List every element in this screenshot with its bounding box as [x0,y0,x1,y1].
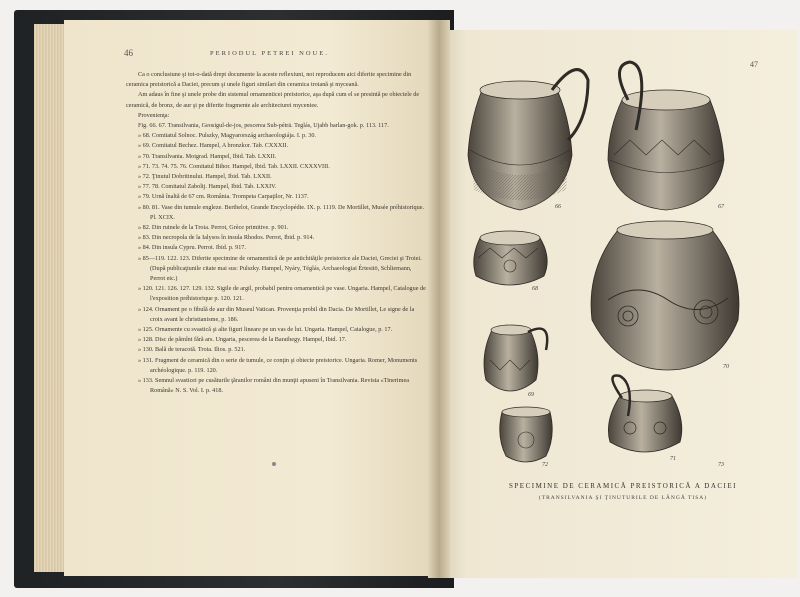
figure-label: 67 [718,204,724,210]
list-item: » 77. 78. Comitatul Zaboltj. Hampel, Ibid. Tab. LXXIV. [138,183,277,191]
figure-label: 69 [528,392,534,398]
figure-label: 68 [532,286,538,292]
figure-entry-list [126,121,426,396]
list-item: » 130. Bală de teracotă. Troia. Ilios. p. 521. [138,346,246,354]
list-item: » 79. Urnă înaltă de 67 cm. România. Trompeta Carpaţilor, Nr. 1137. [138,193,309,201]
right-page-number: 47 [750,60,758,69]
figure-label: 73 [718,462,724,468]
list-item: » 124. Ornament pe o fibulă de aur din Museul Vatican. Provenţia probil din Dacia. De Mortillet, Le signe de la croix avant le christianisme, p. 186. [138,305,415,323]
vessel-70 [591,221,739,370]
plate-caption-title: SPECIMINE DE CERAMICĂ PREISTORICĂ A DACIEI [509,482,737,490]
figure-label: 72 [542,462,548,468]
list-item: » 69. Comitatul Bechez. Hampel, A bronzkor. Tab. CXXXII. [138,142,288,150]
figure-label: 71 [670,456,676,462]
provenance-label: Provenienţa: [138,111,170,119]
paragraph: Ca o conclusiune şi tot-o-dată drept documente la aceste reflexiuni, noi reproducem aici diferite specimine din ceramica preistorică a Daciei, precum şi unele figuri similari din ceramica troiană şi myceană. [126,71,412,89]
vessel-66 [468,70,588,210]
paragraph: Am adaus în fine şi unele probe din sistemul ornamenticei preistorice, aşa după cum el se presintă pe obiectele de ceramică, de bronz, de aur şi pe diferite fragmente ale architecturei myceniee. [126,91,420,109]
vessel-69 [484,325,547,398]
list-item: » 131. Fragment de ceramică din o serie de tumule, ce conţin şi obiecte preistorice. Ungaria. Romer, Monuments archéologique. p. 119. 120. [138,356,418,374]
list-item: » 82. Din ruinele de la Troia. Perrot, Grèce primitive. p. 901. [138,224,289,232]
vessel-72 [500,407,553,468]
list-item: » 72. Ţinutul Dobritinului. Hampel, Ibid. Tab. LXXII. [138,173,272,181]
left-page-number: 46 [124,48,133,58]
left-page-text [126,70,426,397]
page-mark [272,462,276,466]
list-item: » 120. 121. 126. 127. 129. 132. Sigile de argil, probabil pentru ornamentică pe vase. Ungaria. Hampel, Catalogue de l'exposition préhistorique p. 120. 121. [138,285,426,303]
list-item: » 125. Ornamente cu svastică şi alte figuri lineare pe un vas de lut. Ungaria. Hampel, Catalogue, p. 17. [138,326,393,334]
vessel-71 [608,375,681,462]
list-item: » 85—119. 122. 123. Diferite specimine de ornamentică de pe antichităţile preistorice ale Daciei, Greciei şi Troiei. (După publicaţiunile citate mai sus: Pulszky. Hampel, Nyáry, Téglás, Archaeologiai Értesitö, Schliemann, Perrot etc.) [138,254,422,283]
list-item: » 68. Comitatul Solnoc. Pulszky, Magyarország archaeologiája. I. p. 30. [138,132,316,140]
list-item: » 133. Semnul svasticei pe cusăturile ţăranilor români din munţii apuseni în Transilvania. Revista «Tinerimea Română» N. S. Vol. I. p. 418. [138,377,409,395]
book-gutter [428,20,450,578]
vessel-67 [608,62,725,210]
list-item: » 128. Disc de pămînt fără ars. Ungaria, pescerea de la Barathegy. Hampel, Ibid. 17. [138,336,347,344]
list-item: » 71. 73. 74. 75. 76. Comitatul Bihor. Hampel, Ibid. Tab. LXXII. CXXXVIII. [138,162,330,170]
list-item: Fig. 66. 67. Transilvania, Geosigul-de-jos, pescerea Sub-pétrā. Teglás, Ujabb barlan-gok. p. 113. 117. [138,122,389,130]
list-item: » 70. Transilvania. Moigrad. Hampel, Ibid. Tab. LXXII. [138,152,277,160]
running-head: PERIODUL PETREI NOUE. [210,50,329,57]
figure-label: 66 [555,204,561,210]
list-item: » 84. Din insula Cypru. Perrot. Ibid. p. 917. [138,244,246,252]
list-item: » 83. Din necropola de la Ialysos în insula Rhodos. Perrot, Ibid. p. 914. [138,234,315,242]
list-item: » 80. 81. Vase din tumule engleze. Berthelot, Grande Encyclopédie. IX. p. 1119. De Mortillet, Musée préhistorique. Pl. XCIX. [138,203,425,221]
ceramic-plate-illustration [460,60,750,470]
plate-caption-subtitle: (TRANSILVANIA ŞI ŢINUTURILE DE LÂNGĂ TISA) [538,495,708,501]
vessel-68 [474,231,547,292]
figure-label: 70 [723,364,729,370]
